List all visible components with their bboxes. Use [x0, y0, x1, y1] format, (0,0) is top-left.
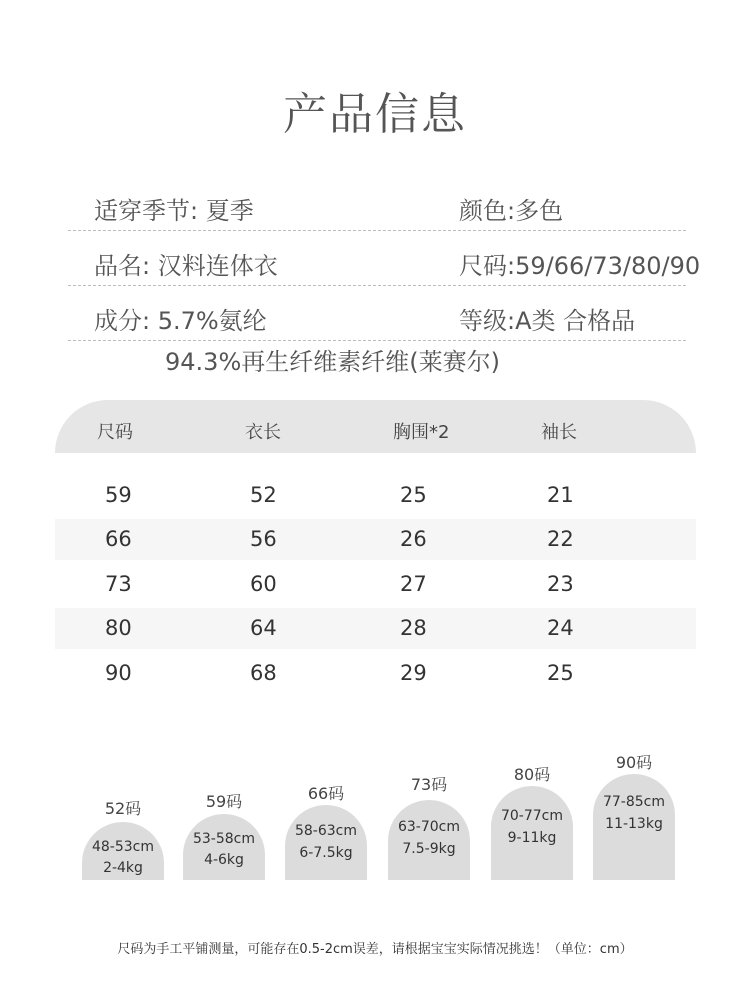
- measurement-note: 尺码为手工平铺测量，可能存在0.5-2cm误差，请根据宝宝实际情况挑选！（单位：cm）: [117, 942, 633, 957]
- cell-sleeve: 25: [547, 661, 574, 685]
- header-size: 尺码: [97, 422, 133, 443]
- size-guide-label: 66码: [307, 784, 345, 803]
- info-color: 颜色:多色: [459, 197, 564, 225]
- page-title: 产品信息: [283, 89, 467, 140]
- size-guide-weight: 9-11kg: [507, 830, 557, 846]
- cell-sleeve: 22: [547, 527, 574, 551]
- cell-length: 64: [250, 616, 277, 640]
- cell-length: 52: [250, 483, 277, 507]
- size-guide-label: 52码: [104, 799, 142, 818]
- header-length: 衣长: [245, 422, 281, 443]
- size-guide-weight: 7.5-9kg: [402, 841, 456, 857]
- size-guide-label: 90码: [615, 753, 653, 772]
- table-row: [55, 653, 696, 694]
- cell-size: 80: [105, 616, 132, 640]
- cell-sleeve: 23: [547, 572, 574, 596]
- cell-size: 59: [105, 483, 132, 507]
- info-sizes: 尺码:59/66/73/80/90: [459, 252, 701, 280]
- size-guide-shape: [82, 822, 164, 880]
- size-guide-shape: [183, 814, 265, 880]
- size-guide-height: 77-85cm: [602, 794, 665, 810]
- size-guide-66: [285, 781, 367, 880]
- size-guide-52: [82, 796, 164, 880]
- cell-chest: 29: [400, 661, 427, 685]
- cell-length: 56: [250, 527, 277, 551]
- info-row-material-grade: [68, 296, 686, 341]
- size-guide-label: 80码: [513, 765, 551, 784]
- cell-size: 73: [105, 572, 132, 596]
- info-season: 适穿季节: 夏季: [94, 197, 254, 225]
- size-guide-80: [491, 762, 573, 880]
- size-guide-shape: [593, 774, 675, 880]
- cell-size: 66: [105, 527, 132, 551]
- size-guide-73: [388, 772, 470, 880]
- size-guide-shape: [491, 786, 573, 880]
- cell-chest: 26: [400, 527, 427, 551]
- size-guide-label: 73码: [410, 775, 448, 794]
- size-guide-weight: 4-6kg: [204, 852, 244, 868]
- size-guide-height: 48-53cm: [91, 839, 154, 855]
- size-guide-height: 70-77cm: [500, 808, 563, 824]
- size-guide-shape: [285, 805, 367, 880]
- size-guide-weight: 11-13kg: [605, 816, 663, 832]
- table-row: [55, 608, 696, 649]
- cell-length: 60: [250, 572, 277, 596]
- info-grade: 等级:A类 合格品: [459, 307, 636, 335]
- table-row: [55, 564, 696, 605]
- info-row-name-size: [68, 241, 701, 286]
- table-row: [55, 519, 696, 560]
- size-guide-59: [183, 789, 265, 880]
- header-chest: 胸围*2: [393, 422, 450, 443]
- size-guide-weight: 6-7.5kg: [299, 845, 353, 861]
- cell-chest: 28: [400, 616, 427, 640]
- info-row-season-color: [68, 186, 686, 231]
- cell-sleeve: 21: [547, 483, 574, 507]
- info-material: 成分: 5.7%氨纶: [94, 307, 267, 335]
- size-guide-label: 59码: [205, 792, 243, 811]
- size-guide-shape: [388, 800, 470, 880]
- size-table-header: [55, 400, 696, 453]
- size-guide-height: 63-70cm: [397, 819, 460, 835]
- cell-size: 90: [105, 661, 132, 685]
- size-guide-height: 53-58cm: [192, 831, 255, 847]
- table-row: [55, 475, 696, 516]
- size-guide-90: [593, 750, 675, 880]
- header-sleeve: 袖长: [541, 422, 577, 443]
- cell-sleeve: 24: [547, 616, 574, 640]
- info-material-continued: 94.3%再生纤维素纤维(莱赛尔): [165, 348, 500, 376]
- size-guide-weight: 2-4kg: [103, 860, 143, 876]
- size-guide-height: 58-63cm: [294, 823, 357, 839]
- info-product-name: 品名: 汉料连体衣: [94, 252, 278, 280]
- cell-chest: 27: [400, 572, 427, 596]
- cell-length: 68: [250, 661, 277, 685]
- cell-chest: 25: [400, 483, 427, 507]
